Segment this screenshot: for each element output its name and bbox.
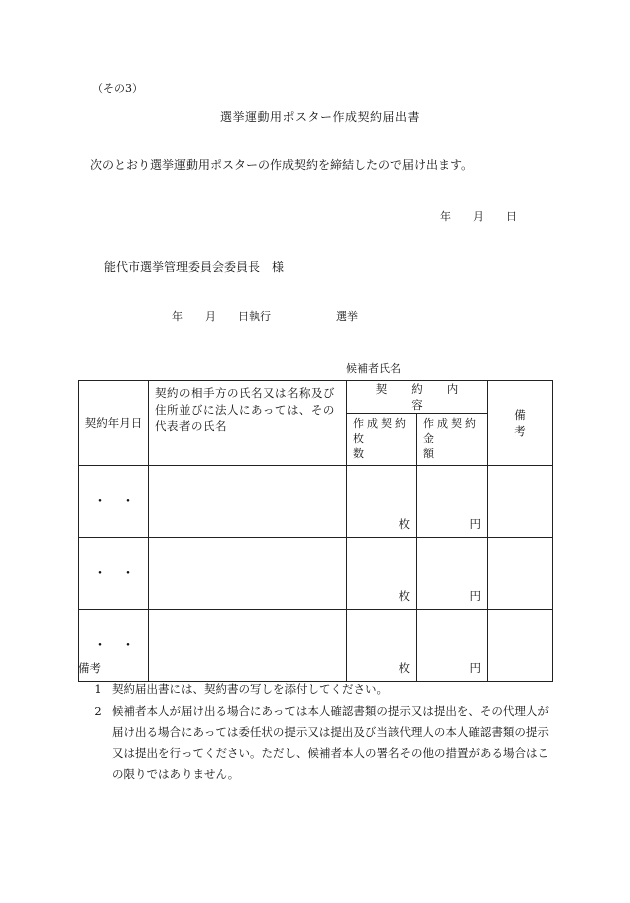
header-contract-content: 契約内容 — [347, 381, 488, 414]
header-poster-count — [347, 414, 417, 466]
row-contract-date[interactable]: ・・ — [79, 537, 149, 609]
table-row — [79, 537, 553, 609]
row-poster-count[interactable]: 枚 — [347, 537, 417, 609]
row-contract-date[interactable]: ・・ — [79, 465, 149, 537]
notes-section — [78, 658, 558, 786]
note-item — [78, 701, 558, 786]
note-text: 契約届出書には、契約書の写しを添付してください。 — [112, 682, 388, 697]
document-title: 選挙運動用ポスター作成契約届出書 — [220, 110, 421, 124]
header-contract-amount — [417, 414, 488, 466]
row-counterparty[interactable] — [149, 465, 347, 537]
row-contract-amount[interactable]: 円 — [417, 465, 488, 537]
header-poster-count-bottom-left: 枚 — [353, 431, 364, 445]
header-contract-amount-top: 作成契約 — [423, 417, 479, 430]
row-counterparty[interactable] — [149, 537, 347, 609]
row-contract-amount[interactable]: 円 — [417, 537, 488, 609]
header-contract-amount-bottom — [423, 432, 481, 462]
header-poster-count-top: 作成契約 — [353, 417, 409, 430]
table-row — [79, 465, 553, 537]
row-poster-count[interactable]: 枚 — [347, 465, 417, 537]
intro-text: 次のとおり選挙運動用ポスターの作成契約を締結したので届け出ます。 — [90, 158, 474, 172]
header-contract-amount-bottom-right: 額 — [423, 446, 434, 460]
table-header-row — [79, 381, 553, 414]
row-remarks[interactable] — [488, 537, 553, 609]
header-remarks: 備考 — [488, 381, 553, 466]
election-word: 選挙 — [336, 310, 358, 323]
contract-table — [78, 380, 553, 682]
header-contract-amount-bottom-left: 金 — [423, 431, 434, 445]
addressee: 能代市選挙管理委員会委員長 様 — [104, 260, 285, 274]
row-poster-count[interactable]: 枚 — [347, 609, 417, 681]
row-remarks[interactable] — [488, 465, 553, 537]
header-poster-count-bottom-right: 数 — [353, 446, 364, 460]
row-contract-amount[interactable]: 円 — [417, 609, 488, 681]
candidate-name-label: 候補者氏名 — [346, 362, 401, 375]
election-date: 年 月 日執行 — [172, 310, 271, 323]
note-item — [78, 679, 558, 700]
note-number: 2 — [94, 703, 102, 718]
notes-heading: 備考 — [78, 661, 101, 675]
row-contract-date[interactable]: ・・ — [79, 609, 149, 681]
header-contract-date: 契約年月日 — [79, 381, 149, 466]
header-counterparty: 契約の相手方の氏名又は名称及び住所並びに法人にあっては、その代表者の氏名 — [149, 381, 347, 466]
note-text: 候補者本人が届け出る場合にあっては本人確認書類の提示又は提出を、その代理人が届け出る場合にあっては委任状の提示又は提出及び当該代理人の本人確認書類の提示又は提出を行ってください。ただし、候補者本人の署名その他の措置がある場合はこの限りではありません。 — [112, 703, 549, 782]
header-poster-count-bottom — [353, 432, 410, 462]
date-line: 年 月 日 — [440, 210, 517, 223]
note-number: 1 — [94, 682, 102, 697]
section-label: （その3） — [92, 82, 143, 95]
